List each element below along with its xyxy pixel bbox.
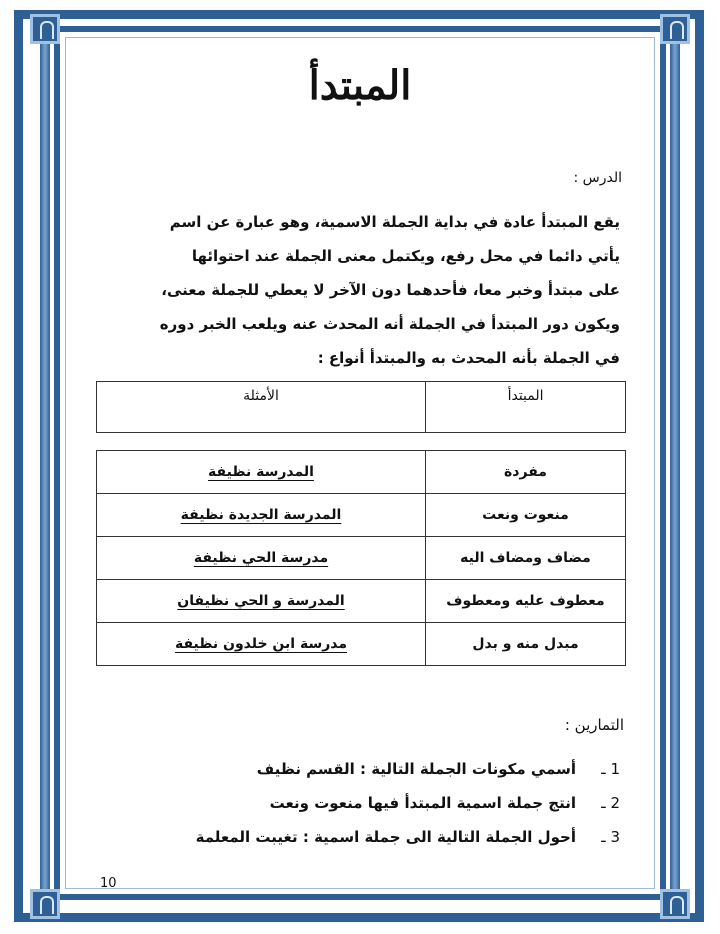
paragraph-line: ويكون دور المبتدأ في الجملة أنه المحدث عنه ويلعب الخبر دوره	[159, 315, 620, 333]
table-row	[97, 494, 626, 537]
exercises-heading: التمارين :	[564, 716, 624, 734]
example-cell: المدرسة الجديدة نظيفة	[180, 507, 342, 523]
type-cell: مفردة	[425, 451, 625, 494]
table-row	[97, 580, 626, 623]
exercise-number: 3 ـ	[601, 828, 620, 846]
table-row	[97, 537, 626, 580]
list-item	[100, 752, 620, 786]
type-cell: مبدل منه و بدل	[425, 623, 625, 666]
corner-ornament-icon	[660, 14, 690, 44]
corner-ornament-icon	[660, 889, 690, 919]
page-border-left-column	[40, 40, 50, 894]
paragraph-line: يقع المبتدأ عادة في بداية الجملة الاسمية، وهو عبارة عن اسم	[169, 213, 620, 231]
example-cell: المدرسة نظيفة	[208, 464, 314, 480]
exercise-text: أحول الجملة التالية الى جملة اسمية : تغيبت المعلمة	[195, 828, 576, 846]
example-cell: مدرسة الحي نظيفة	[193, 550, 329, 566]
page-title: المبتدأ	[308, 62, 412, 109]
page-border-right-column	[670, 40, 680, 894]
examples-table	[96, 450, 626, 666]
list-item	[100, 820, 620, 854]
paragraph-line: يأتي دائما في محل رفع، ويكتمل معنى الجملة عند احتوائها	[191, 247, 620, 265]
corner-ornament-icon	[30, 889, 60, 919]
header-examples: الأمثلة	[97, 382, 426, 433]
exercises-list	[100, 752, 620, 854]
list-item	[100, 786, 620, 820]
type-cell: منعوت ونعت	[425, 494, 625, 537]
table-header	[96, 381, 626, 433]
header-type: المبتدأ	[426, 382, 626, 433]
example-cell: مدرسة ابن خلدون نظيفة	[174, 636, 348, 652]
exercise-text: انتج جملة اسمية المبتدأ فيها منعوت ونعت	[269, 794, 576, 812]
type-cell: معطوف عليه ومعطوف	[425, 580, 625, 623]
paragraph-line: على مبتدأ وخبر معا، فأحدهما دون الآخر لا يعطي للجملة معنى،	[161, 281, 620, 299]
exercise-number: 1 ـ	[601, 760, 620, 778]
type-cell: مضاف ومضاف اليه	[425, 537, 625, 580]
table-row	[97, 623, 626, 666]
corner-ornament-icon	[30, 14, 60, 44]
paragraph-line: في الجملة بأنه المحدث به والمبتدأ أنواع :	[317, 349, 620, 367]
page-number: 10	[100, 876, 117, 891]
lesson-paragraph	[100, 205, 620, 375]
exercise-number: 2 ـ	[601, 794, 620, 812]
lesson-heading: الدرس :	[573, 170, 622, 186]
table-row	[97, 451, 626, 494]
exercise-text: أسمي مكونات الجملة التالية : القسم نظيف	[256, 760, 576, 778]
example-cell: المدرسة و الحي نظيفان	[177, 593, 345, 609]
